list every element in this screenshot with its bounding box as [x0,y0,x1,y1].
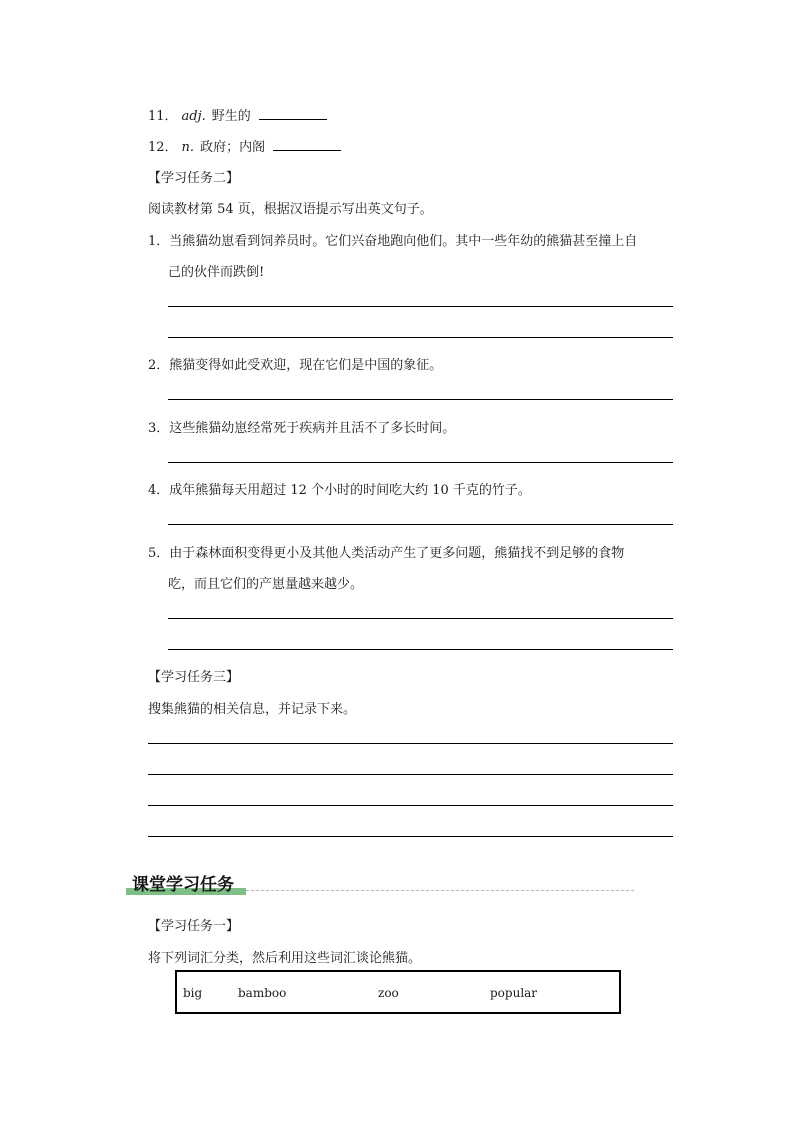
answer-line[interactable] [148,774,673,775]
answer-line[interactable] [148,836,673,837]
question-text: 成年熊猫每天用超过 12 个小时的时间吃大约 10 千克的竹子。 [169,483,531,498]
word-item: bamboo [238,986,287,1000]
word-box [175,970,621,1014]
answer-blank[interactable] [273,138,341,151]
answer-line[interactable] [168,399,673,400]
vocab-number: 12． [148,140,178,155]
classroom-task1-heading: 【学习任务一】 [148,919,240,934]
answer-line[interactable] [148,805,673,806]
answer-line[interactable] [168,462,673,463]
question-5-continued: 吃，而且它们的产崽量越来越少。 [168,577,364,592]
question-5 [148,542,624,561]
vocab-item-11 [148,105,327,124]
answer-line[interactable] [148,743,673,744]
question-3 [148,417,455,436]
answer-line[interactable] [168,524,673,525]
task3-heading: 【学习任务三】 [148,670,240,685]
dashed-divider [246,890,634,891]
question-text: 熊猫变得如此受欢迎，现在它们是中国的象征。 [169,358,443,373]
section-title-text: 课堂学习任务 [132,875,234,895]
question-number: 2． [148,358,170,373]
question-text: 由于森林面积变得更小及其他人类活动产生了更多问题，熊猫找不到足够的食物 [169,546,625,561]
question-2 [148,354,442,373]
question-number: 5． [148,546,170,561]
vocab-item-12 [148,136,341,155]
question-text: 这些熊猫幼崽经常死于疾病并且活不了多长时间。 [169,421,456,436]
task3-instruction: 搜集熊猫的相关信息，并记录下来。 [148,702,357,717]
answer-line[interactable] [168,618,673,619]
question-number: 4． [148,483,170,498]
word-item: big [183,986,203,1000]
word-item: zoo [378,986,399,1000]
answer-line[interactable] [168,306,673,307]
answer-line[interactable] [168,337,673,338]
question-number: 1． [148,234,170,249]
part-of-speech: adj. [181,109,206,124]
question-text: 当熊猫幼崽看到饲养员时。它们兴奋地跑向他们。其中一些年幼的熊猫甚至撞上自 [169,234,638,249]
question-4 [148,479,531,498]
classroom-task1-instruction: 将下列词汇分类，然后利用这些词汇谈论熊猫。 [148,951,422,966]
word-item: popular [490,986,538,1000]
answer-line[interactable] [168,649,673,650]
question-number: 3． [148,421,170,436]
answer-blank[interactable] [259,107,327,120]
question-1-continued: 己的伙伴而跌倒! [168,265,265,280]
task2-heading: 【学习任务二】 [148,171,240,186]
part-of-speech: n. [181,140,195,155]
vocab-meaning: 野生的 [211,109,251,124]
vocab-meaning: 政府；内阁 [200,140,266,155]
section-title [126,866,246,896]
task2-instruction: 阅读教材第 54 页，根据汉语提示写出英文句子。 [148,202,433,217]
question-1 [148,230,637,249]
vocab-number: 11． [148,109,178,124]
